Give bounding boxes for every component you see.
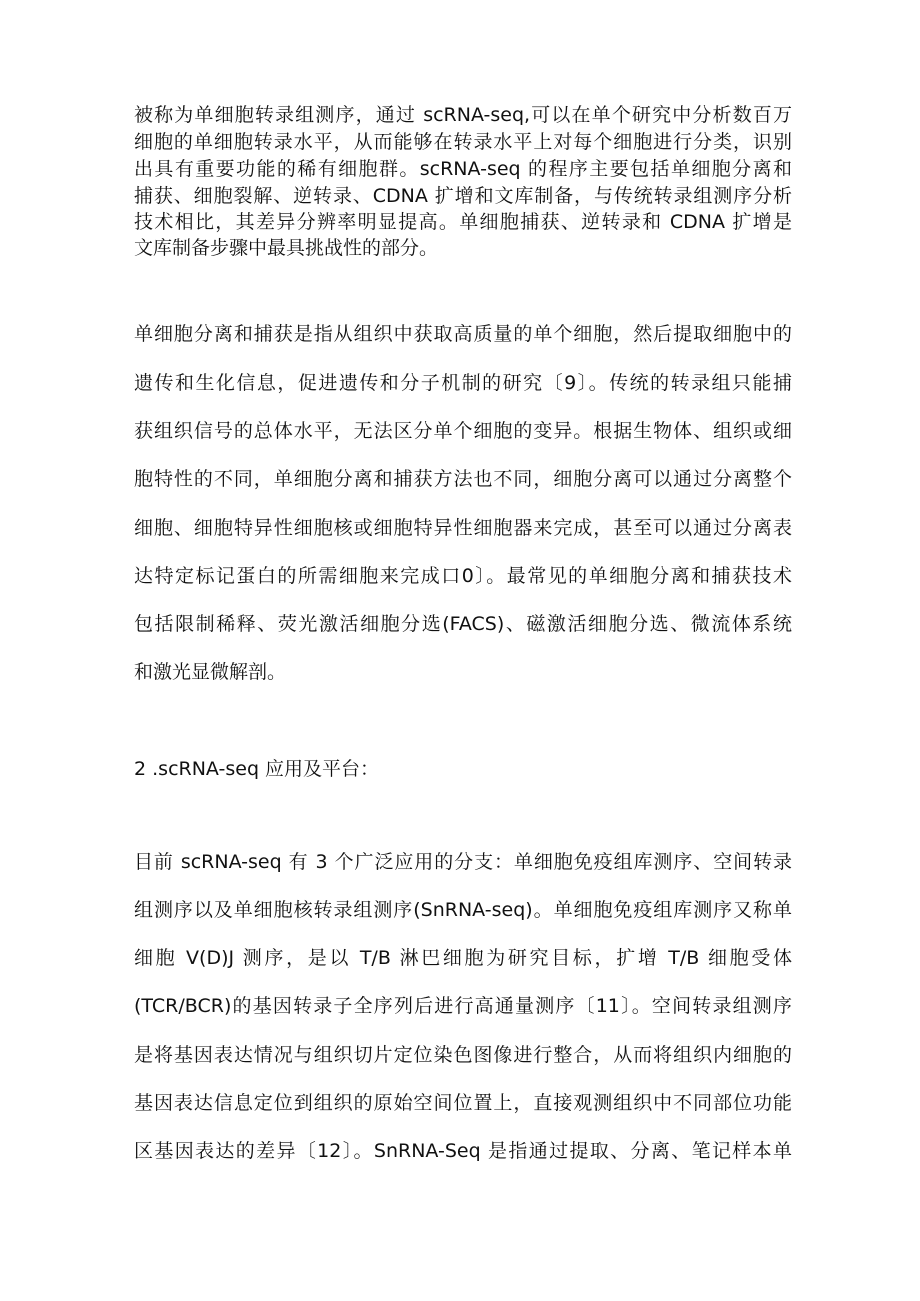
paragraph-3-line-1: 目前 scRNA-seq 有 3 个广泛应用的分支：单细胞免疫组库测序、空间转录 bbox=[134, 851, 792, 873]
paragraph-2-line-2: 遗传和生化信息，促进遗传和分子机制的研究〔9〕。传统的转录组只能捕 bbox=[134, 372, 792, 394]
paragraph-1-line-1: 被称为单细胞转录组测序，通过 scRNA-seq,可以在单个研究中分析数百万 bbox=[134, 104, 792, 126]
paragraph-3-line-4: (TCR/BCR)的基因转录子全序列后进行高通量测序〔11〕。空间转录组测序 bbox=[134, 995, 792, 1017]
paragraph-3-line-6: 基因表达信息定位到组织的原始空间位置上，直接观测组织中不同部位功能 bbox=[134, 1092, 792, 1114]
paragraph-2-line-5: 细胞、细胞特异性细胞核或细胞特异性细胞器来完成，甚至可以通过分离表 bbox=[134, 517, 792, 539]
paragraph-3-line-7: 区基因表达的差异〔12〕。SnRNA-Seq 是指通过提取、分离、笔记样本单 bbox=[134, 1140, 792, 1162]
paragraph-2-line-3: 获组织信号的总体水平，无法区分单个细胞的变异。根据生物体、组织或细 bbox=[134, 420, 792, 442]
paragraph-2-line-7: 包括限制稀释、荧光激活细胞分选(FACS)、磁激活细胞分选、微流体系统 bbox=[134, 613, 792, 635]
paragraph-1-line-3: 出具有重要功能的稀有细胞群。scRNA-seq 的程序主要包括单细胞分离和 bbox=[134, 158, 792, 180]
paragraph-2-line-8: 和激光显微解剖。 bbox=[134, 661, 287, 683]
paragraph-2-line-6: 达特定标记蛋白的所需细胞来完成口0〕。最常见的单细胞分离和捕获技术 bbox=[134, 565, 792, 587]
paragraph-1-line-5: 技术相比，其差异分辨率明显提高。单细胞捕获、逆转录和 CDNA 扩增是 bbox=[134, 211, 792, 233]
section-heading: 2 .scRNA-seq 应用及平台： bbox=[134, 758, 380, 780]
paragraph-2-line-1: 单细胞分离和捕获是指从组织中获取高质量的单个细胞，然后提取细胞中的 bbox=[134, 323, 792, 345]
paragraph-3-line-2: 组测序以及单细胞核转录组测序(SnRNA-seq)。单细胞免疫组库测序又称单 bbox=[134, 899, 792, 921]
paragraph-1-line-2: 细胞的单细胞转录水平，从而能够在转录水平上对每个细胞进行分类，识别 bbox=[134, 131, 792, 153]
paragraph-1-line-6: 文库制备步骤中最具挑战性的部分。 bbox=[134, 237, 439, 259]
paragraph-3-line-3: 细胞 V(D)J 测序，是以 T/B 淋巴细胞为研究目标，扩增 T/B 细胞受体 bbox=[134, 947, 792, 969]
paragraph-3-line-5: 是将基因表达情况与组织切片定位染色图像进行整合，从而将组织内细胞的 bbox=[134, 1044, 792, 1066]
paragraph-1-line-4: 捕获、细胞裂解、逆转录、CDNA 扩增和文库制备，与传统转录组测序分析 bbox=[134, 185, 792, 207]
paragraph-2-line-4: 胞特性的不同，单细胞分离和捕获方法也不同，细胞分离可以通过分离整个 bbox=[134, 468, 792, 490]
